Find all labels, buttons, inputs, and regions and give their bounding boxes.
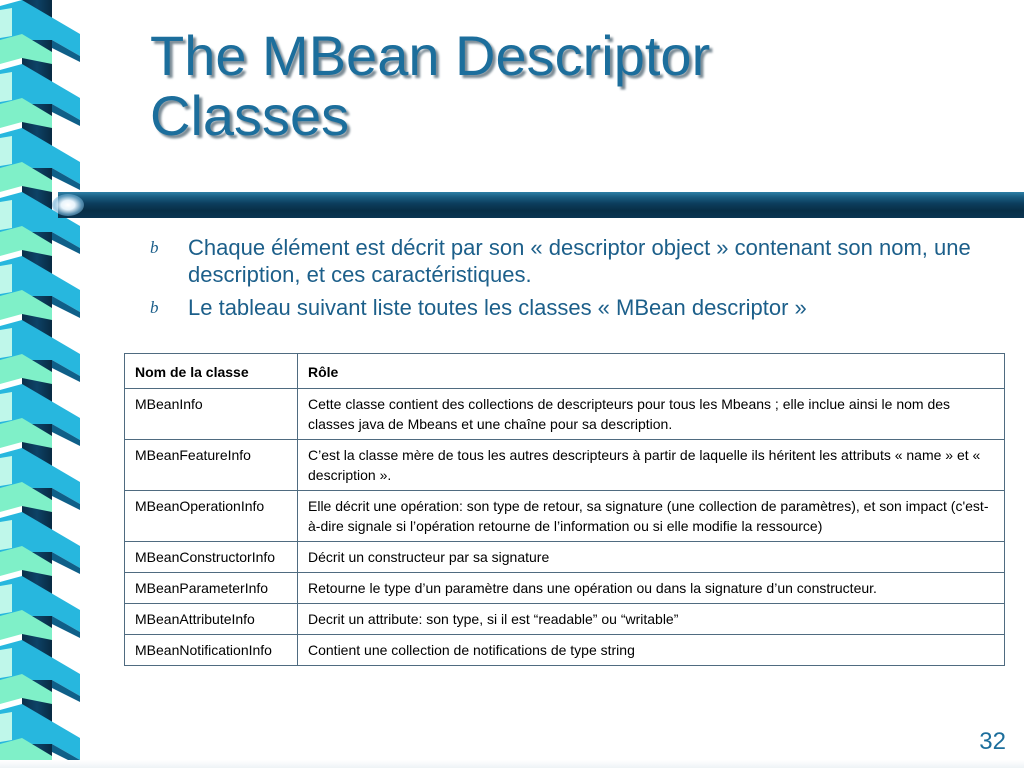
table-row — [125, 635, 1005, 666]
class-name-cell: MBeanOperationInfo — [125, 491, 298, 542]
page-number: 32 — [979, 728, 1006, 755]
decorative-ribbon-band — [0, 0, 82, 768]
class-name-cell: MBeanConstructorInfo — [125, 542, 298, 573]
class-name-cell: MBeanParameterInfo — [125, 573, 298, 604]
class-name-cell: MBeanInfo — [125, 389, 298, 440]
role-cell: Retourne le type d’un paramètre dans une opération ou dans la signature d’un constructeur. — [298, 573, 1005, 604]
role-cell: Elle décrit une opération: son type de retour, sa signature (une collection de paramètres), et son impact (c'est-à-dire signale si l’opération retourne de l’information ou si elle modifie la ressource) — [298, 491, 1005, 542]
title-line-1: The MBean Descriptor — [150, 24, 711, 87]
role-cell: C’est la classe mère de tous les autres descripteurs à partir de laquelle ils héritent les attributs « name » et « description ». — [298, 440, 1005, 491]
class-name-cell: MBeanAttributeInfo — [125, 604, 298, 635]
role-cell: Contient une collection de notifications de type string — [298, 635, 1005, 666]
column-header-role: Rôle — [298, 354, 1005, 389]
bullet-marker-icon: b — [150, 238, 159, 257]
table-row — [125, 604, 1005, 635]
bullet-list — [150, 234, 1010, 327]
table-row — [125, 491, 1005, 542]
class-name-cell: MBeanFeatureInfo — [125, 440, 298, 491]
descriptor-classes-table — [124, 353, 1005, 666]
column-header-class-name: Nom de la classe — [125, 354, 298, 389]
title-divider-bar — [58, 192, 1024, 218]
slide-title — [150, 26, 990, 146]
table-row — [125, 573, 1005, 604]
table-row — [125, 440, 1005, 491]
bullet-marker-icon: b — [150, 298, 159, 317]
role-cell: Decrit un attribute: son type, si il est “readable” ou “writable” — [298, 604, 1005, 635]
class-name-cell: MBeanNotificationInfo — [125, 635, 298, 666]
bullet-item — [150, 234, 1010, 288]
title-line-2: Classes — [150, 84, 350, 147]
bullet-text: Chaque élément est décrit par son « descriptor object » contenant son nom, une description, et ces caractéristiques. — [188, 235, 971, 287]
table-row — [125, 542, 1005, 573]
table-row — [125, 389, 1005, 440]
role-cell: Cette classe contient des collections de descripteurs pour tous les Mbeans ; elle inclue ainsi le nom des classes java de Mbeans et une chaîne pour sa description. — [298, 389, 1005, 440]
table-header-row — [125, 354, 1005, 389]
bullet-item — [150, 294, 1010, 321]
role-cell: Décrit un constructeur par sa signature — [298, 542, 1005, 573]
bottom-edge — [0, 760, 1024, 768]
divider-highlight — [52, 194, 84, 216]
bullet-text: Le tableau suivant liste toutes les classes « MBean descriptor » — [188, 295, 807, 320]
